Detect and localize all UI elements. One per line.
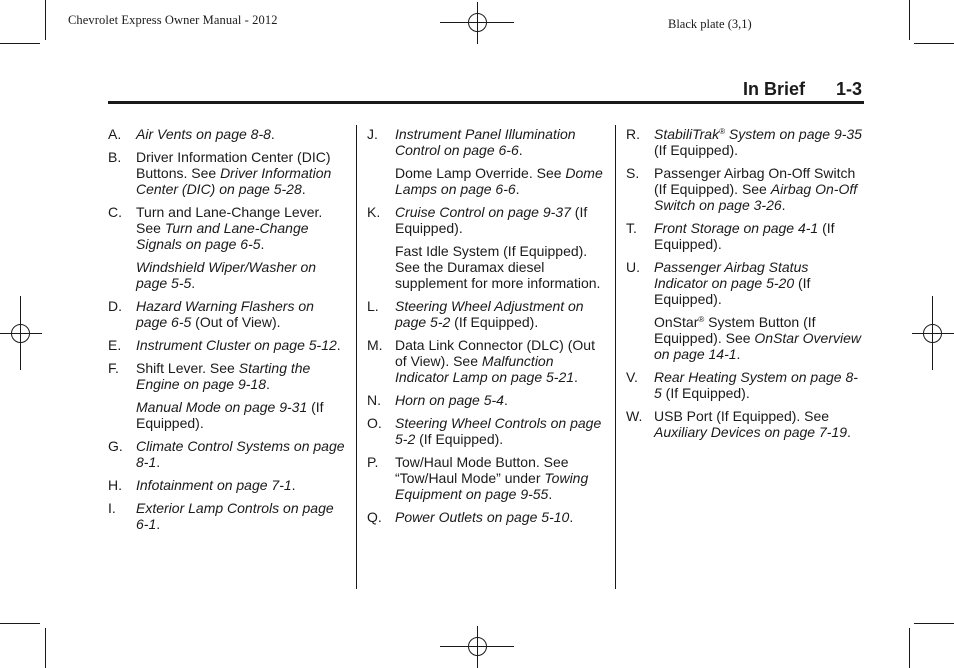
plate-label: Black plate (3,1) bbox=[668, 17, 752, 31]
item-letter: S. bbox=[626, 165, 640, 181]
page-reference: Manual Mode on page 9-31 bbox=[136, 399, 308, 415]
crop-mark bbox=[914, 623, 954, 624]
item-letter: D. bbox=[108, 298, 122, 314]
page-reference: Front Storage on page 4-1 bbox=[654, 220, 819, 236]
item-letter: O. bbox=[367, 415, 382, 431]
page-reference: Passenger Airbag Status Indicator on page 5-20 bbox=[654, 259, 809, 291]
list-item-g: G. Climate Control Systems on page 8-1. bbox=[108, 438, 345, 470]
page-reference: Hazard Warning Flashers on page 6-5 bbox=[136, 298, 314, 330]
registration-mark-icon bbox=[912, 296, 954, 370]
page-reference: Air Vents on page 8-8 bbox=[136, 126, 271, 142]
page-reference: Driver Information Center (DIC) on page 5-28 bbox=[136, 165, 332, 197]
list-item-m: M. Data Link Connector (DLC) (Out of View). See Malfunction Indicator Lamp on page 5-21. bbox=[367, 337, 595, 385]
list-item-t: T. Front Storage on page 4-1 (If Equipped). bbox=[626, 220, 835, 252]
page-reference: Auxiliary Devices on page 7-19 bbox=[654, 424, 847, 440]
list-item-n: N. Horn on page 5-4. bbox=[367, 392, 508, 408]
item-letter: G. bbox=[108, 438, 123, 454]
list-item-p: P. Tow/Haul Mode Button. See “Tow/Haul Mode” under Towing Equipment on page 9-55. bbox=[367, 454, 589, 502]
page-reference: Steering Wheel Adjustment on page 5-2 bbox=[395, 298, 584, 330]
list-item-r: R. StabiliTrak® System on page 9-35 (If Equipped). bbox=[626, 126, 862, 158]
registered-mark: ® bbox=[719, 127, 725, 136]
item-letter: B. bbox=[108, 149, 122, 165]
item-letter: F. bbox=[108, 360, 119, 376]
item-letter: C. bbox=[108, 204, 122, 220]
registered-mark: ® bbox=[698, 315, 705, 324]
crop-mark bbox=[909, 0, 910, 40]
page-reference: Turn and Lane-Change Signals on page 6-5 bbox=[136, 220, 309, 252]
list-item-note: Manual Mode on page 9-31 (If Equipped). bbox=[136, 399, 324, 431]
column-divider bbox=[356, 125, 357, 589]
item-letter: V. bbox=[626, 369, 638, 385]
page-reference: Infotainment on page 7-1 bbox=[136, 477, 292, 493]
list-item-note: Fast Idle System (If Equipped). See the Duramax diesel supplement for more information. bbox=[395, 243, 601, 291]
header-rule bbox=[108, 101, 864, 104]
list-item-k: K. Cruise Control on page 9-37 (If Equipped). bbox=[367, 204, 588, 236]
page-reference: Steering Wheel Controls on page 5-2 bbox=[395, 415, 602, 447]
page-number: 1-3 bbox=[835, 79, 862, 99]
registration-mark-icon bbox=[440, 2, 514, 44]
list-item-l: L. Steering Wheel Adjustment on page 5-2 (If Equipped). bbox=[367, 298, 584, 330]
registration-mark-icon bbox=[0, 296, 42, 370]
crop-mark bbox=[45, 628, 46, 668]
list-item-a: A. Air Vents on page 8-8. bbox=[108, 126, 275, 142]
list-item-o: O. Steering Wheel Controls on page 5-2 (If Equipped). bbox=[367, 415, 602, 447]
list-item-v: V. Rear Heating System on page 8-5 (If Equipped). bbox=[626, 369, 858, 401]
list-item-note: OnStar® System Button (If Equipped). See OnStar Overview on page 14-1. bbox=[654, 314, 861, 362]
column-divider bbox=[615, 125, 616, 589]
column-3 bbox=[626, 126, 862, 447]
item-letter: N. bbox=[367, 392, 381, 408]
page-reference: Airbag On-Off Switch on page 3-26 bbox=[654, 181, 858, 213]
item-letter: K. bbox=[367, 204, 381, 220]
item-letter: Q. bbox=[367, 509, 382, 525]
item-letter: J. bbox=[367, 126, 378, 142]
page-reference: Starting the Engine on page 9-18 bbox=[136, 360, 311, 392]
list-item-note: Windshield Wiper/Washer on page 5-5. bbox=[136, 259, 317, 291]
list-item-c: C. Turn and Lane-Change Lever. See Turn and Lane-Change Signals on page 6-5. bbox=[108, 204, 323, 252]
section-title: In Brief bbox=[742, 79, 805, 99]
list-item-note: Dome Lamp Override. See Dome Lamps on page 6-6. bbox=[395, 165, 603, 197]
page-reference: Dome Lamps on page 6-6 bbox=[395, 165, 603, 197]
list-item-u: U. Passenger Airbag Status Indicator on page 5-20 (If Equipped). bbox=[626, 259, 811, 307]
page-reference: Instrument Panel Illumination Control on page 6-6 bbox=[395, 126, 576, 158]
item-letter: E. bbox=[108, 337, 122, 353]
item-letter: W. bbox=[626, 408, 643, 424]
registration-mark-icon bbox=[440, 626, 514, 668]
page-reference: Towing Equipment on page 9-55 bbox=[395, 470, 589, 502]
page-reference: Instrument Cluster on page 5-12 bbox=[136, 337, 337, 353]
list-item-h: H. Infotainment on page 7-1. bbox=[108, 477, 296, 493]
crop-mark bbox=[914, 43, 954, 44]
item-letter: M. bbox=[367, 337, 383, 353]
list-item-f: F. Shift Lever. See Starting the Engine on page 9-18. bbox=[108, 360, 311, 392]
list-item-s: S. Passenger Airbag On-Off Switch (If Equipped). See Airbag On-Off Switch on page 3-26. bbox=[626, 165, 858, 213]
page-reference: Cruise Control on page 9-37 bbox=[395, 204, 571, 220]
item-letter: T. bbox=[626, 220, 637, 236]
column-2 bbox=[367, 126, 607, 532]
item-letter: I. bbox=[108, 500, 116, 516]
item-letter: L. bbox=[367, 298, 379, 314]
page-reference: OnStar Overview on page 14-1 bbox=[654, 330, 861, 362]
running-head bbox=[743, 79, 862, 100]
item-letter: A. bbox=[108, 126, 122, 142]
list-item-d: D. Hazard Warning Flashers on page 6-5 (Out of View). bbox=[108, 298, 314, 330]
crop-mark bbox=[0, 623, 40, 624]
page-reference: Malfunction Indicator Lamp on page 5-21 bbox=[395, 353, 575, 385]
list-item-b: B. Driver Information Center (DIC) Buttons. See Driver Information Center (DIC) on page 5-28. bbox=[108, 149, 332, 197]
crop-mark bbox=[0, 43, 40, 44]
item-letter: R. bbox=[626, 126, 640, 142]
page-reference: Exterior Lamp Controls on page 6-1 bbox=[136, 500, 334, 532]
list-item-w: W. USB Port (If Equipped). See Auxiliary Devices on page 7-19. bbox=[626, 408, 851, 440]
page-reference: Climate Control Systems on page 8-1 bbox=[136, 438, 345, 470]
list-item-q: Q. Power Outlets on page 5-10. bbox=[367, 509, 574, 525]
manual-title: Chevrolet Express Owner Manual - 2012 bbox=[68, 13, 278, 27]
page-reference: StabiliTrak® System on page 9-35 bbox=[654, 126, 862, 142]
crop-mark bbox=[909, 628, 910, 668]
page-reference: Windshield Wiper/Washer on page 5-5 bbox=[136, 259, 317, 291]
page-reference: Rear Heating System on page 8-5 bbox=[654, 369, 858, 401]
item-letter: P. bbox=[367, 454, 379, 470]
item-letter: H. bbox=[108, 477, 122, 493]
page-reference: Power Outlets on page 5-10 bbox=[395, 509, 570, 525]
page-reference: Horn on page 5-4 bbox=[395, 392, 504, 408]
column-1 bbox=[108, 126, 348, 539]
list-item-i: I. Exterior Lamp Controls on page 6-1. bbox=[108, 500, 334, 532]
item-letter: U. bbox=[626, 259, 640, 275]
crop-mark bbox=[45, 0, 46, 40]
list-item-e: E. Instrument Cluster on page 5-12. bbox=[108, 337, 341, 353]
list-item-j: J. Instrument Panel Illumination Control on page 6-6. bbox=[367, 126, 576, 158]
